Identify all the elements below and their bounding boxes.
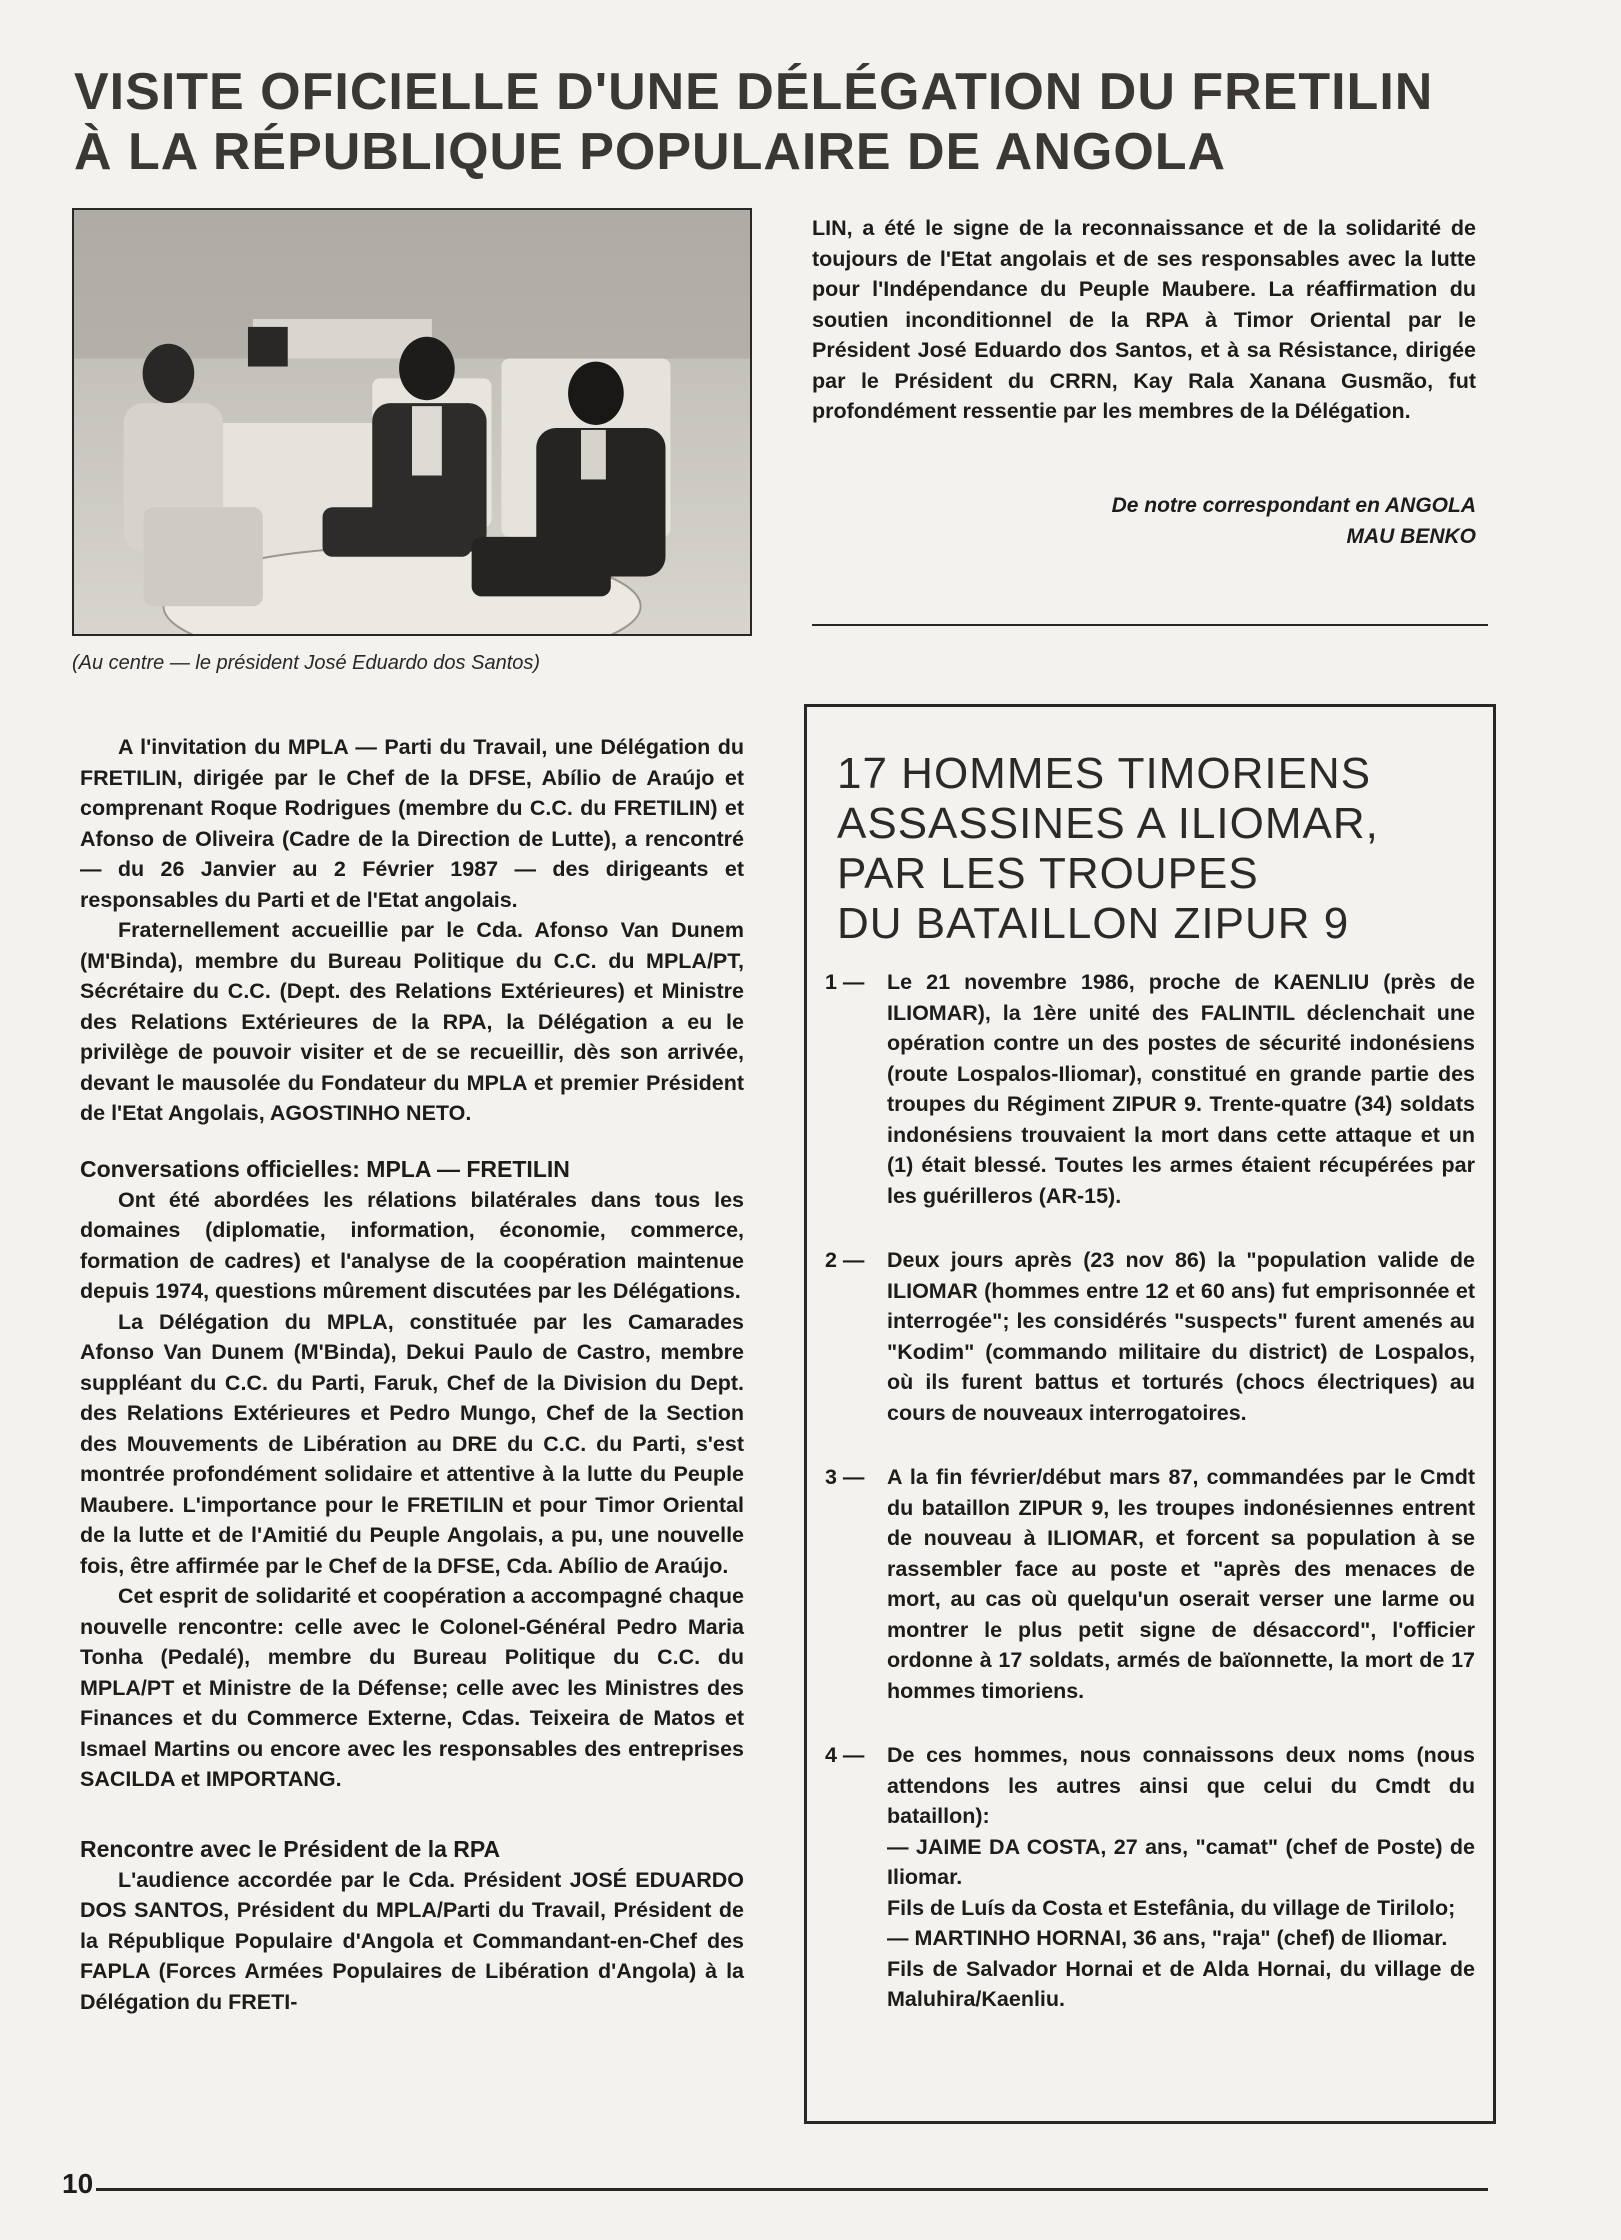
page-number: 10 [62,2168,94,2199]
item-number: 1 — [825,970,865,994]
box-title-line: ASSASSINES A ILIOMAR, [837,799,1379,848]
right-intro-paragraph [812,213,1476,427]
section-heading-president: Rencontre avec le Président de la RPA [80,1835,501,1862]
victim-entry: — MARTINHO HORNAI, 36 ans, "raja" (chef) de Iliomar. [887,1926,1448,1950]
president-paragraph-1: L'audience accordée par le Cda. Président JOSÉ EDUARDO DOS SANTOS, Président du MPLA/Parti du Travail, Président de la République Populaire d'Angola et Commandant-en-Chef des FAPLA (Forces Armées Populaires de Libération d'Angola) à la Délégation du FRETI- [80,1867,744,2014]
victim-parents: Fils de Salvador Hornai et de Alda Hornai, du village de Maluhira/Kaenliu. [887,1956,1475,2011]
item-text: A la fin février/début mars 87, commandées par le Cmdt du bataillon ZIPUR 9, les troupes indonésiennes entrent de nouveau à ILIOMAR, et forcent sa population à se rassembler face au poste et "après des menaces de mort, au cas où quelqu'un oserait verser une larme ou montrer le plus petit signe de désaccord", l'officier ordonne à 17 soldats, armés de baïonnette, la mort de 17 hommes timoriens. [887,1465,1475,1703]
item-number: 4 — [825,1743,865,1767]
victim-parents: Fils de Luís da Costa et Estefânia, du village de Tirilolo; [887,1895,1456,1920]
box-title [837,749,1493,949]
section-heading-conversations: Conversations officielles: MPLA — FRETILIN [80,1155,570,1182]
conversations-paragraph-1: Ont été abordées les rélations bilatérales dans tous les domaines (diplomatie, information, économie, commerce, formation de cadres) et l'analyse de la coopération maintenue depuis 1974, questions mûrement discutées par les Délégations. [80,1187,744,1303]
page-headline [74,62,1494,182]
conversations-paragraph-3: Cet esprit de solidarité et coopération a accompagné chaque nouvelle rencontre: celle avec le Colonel-Général Pedro Maria Tonha (Pedalé), membre du Bureau Politique du C.C. du MPLA/PT et Ministre de la Défense; celle avec les Ministres des Finances et du Commerce Externe, Cdas. Teixeira de Matos et Ismael Martins ou encore avec les responsables des entreprises SACILDA et IMPORTANG. [80,1584,744,1791]
sidebar-news-box [804,704,1496,2124]
box-title-line: DU BATAILLON ZIPUR 9 [837,899,1350,948]
list-item [825,1245,1475,1428]
box-title-line: 17 HOMMES TIMORIENS [837,749,1372,798]
list-item [825,967,1475,1211]
photo-caption: (Au centre — le président José Eduardo dos Santos) [72,652,541,674]
item-number: 3 — [825,1465,865,1489]
item-text: Deux jours après (23 nov 86) la "population valide de ILIOMAR (hommes entre 12 et 60 ans) fut emprisonnée et interrogée"; les considérés "suspects" furent amenés au "Kodim" (commando militaire du district) de Lospalos, où ils furent battus et torturés (chocs électriques) au cours de nouveaux interrogatoires. [887,1248,1475,1425]
byline [812,490,1476,552]
item-text: Le 21 novembre 1986, proche de KAENLIU (près de ILIOMAR), la 1ère unité des FALINTIL déclenchait une opération contre un des postes de sécurité indonésiens (route Lospalos-Iliomar), constitué en grande partie des troupes du Régiment ZIPUR 9. Trente-quatre (34) soldats indonésiens trouvaient la mort dans cette attaque et un (1) était blessé. Toutes les armes étaient récupérées par les guérilleros (AR-15). [887,970,1475,1208]
item-text: De ces hommes, nous connaissons deux noms (nous attendons les autres ainsi que celui du Cmdt du bataillon): [887,1743,1475,1828]
byline-line-2: MAU BENKO [1346,525,1476,548]
headline-line-2: À LA RÉPUBLIQUE POPULAIRE DE ANGOLA [74,123,1227,181]
meeting-photo [72,208,752,636]
list-item [825,1740,1475,2015]
left-article-column [80,732,744,2017]
byline-line-1: De notre correspondant en ANGOLA [1111,494,1476,517]
list-item [825,1462,1475,1706]
item-number: 2 — [825,1248,865,1272]
conversations-paragraph-2: La Délégation du MPLA, constituée par les Camarades Afonso Van Dunem (M'Binda), Dekui Paulo de Castro, membre suppléant du C.C. du Parti, Faruk, Chef de la Division du Dept. des Relations Extérieures et Pedro Mungo, Chef de la Section des Mouvements de Libération au DRE du C.C. du Parti, s'est montrée profondément solidaire et attentive à la lutte du Peuple Maubere. L'importance pour le FRETILIN et pour Timor Oriental de la lutte et de l'Amitié du Peuple Angolais, a pu, une nouvelle fois, être affirmée par le Chef de la DFSE, Cda. Abílio de Araújo. [80,1309,744,1578]
intro-paragraph-2: Fraternellement accueillie par le Cda. Afonso Van Dunem (M'Binda), membre du Bureau Politique du C.C. du MPLA/PT, Sécrétaire du C.C. (Dept. des Relations Extérieures) et Ministre des Relations Extérieures de la RPA, la Délégation a eu le privilège de pouvoir visiter et de se recueillir, dès son arrivée, devant le mausolée du Fondateur du MPLA et premier Président de l'Etat Angolais, AGOSTINHO NETO. [80,918,744,1125]
intro-paragraph-1: A l'invitation du MPLA — Parti du Travail, une Délégation du FRETILIN, dirigée par le Chef de la DFSE, Abílio de Araújo et comprenant Roque Rodrigues (membre du C.C. du FRETILIN) et Afonso de Oliveira (Cadre de la Direction de Lutte), a rencontré — du 26 Janvier au 2 Février 1987 — des dirigeants et responsables du Parti et de l'Etat angolais. [80,735,744,912]
intro-continuation-text: LIN, a été le signe de la reconnaissance et de la solidarité de toujours de l'Etat angolais et de ses responsables avec la lutte pour l'Indépendance du Peuple Maubere. La réaffirmation du soutien inconditionnel de la RPA à Timor Oriental par le Président José Eduardo dos Santos, et à sa Résistance, dirigée par le Président du CRRN, Kay Rala Xanana Gusmão, fut profondément ressentie par les membres de la Délégation. [812,216,1476,423]
divider-rule [812,624,1488,626]
headline-line-1: VISITE OFICIELLE D'UNE DÉLÉGATION DU FRETILIN [74,63,1434,121]
box-title-line: PAR LES TROUPES [837,849,1259,898]
footer-rule [96,2188,1488,2191]
victim-entry: — JAIME DA COSTA, 27 ans, "camat" (chef de Poste) de Iliomar. [887,1834,1475,1889]
numbered-list [825,967,1475,2015]
